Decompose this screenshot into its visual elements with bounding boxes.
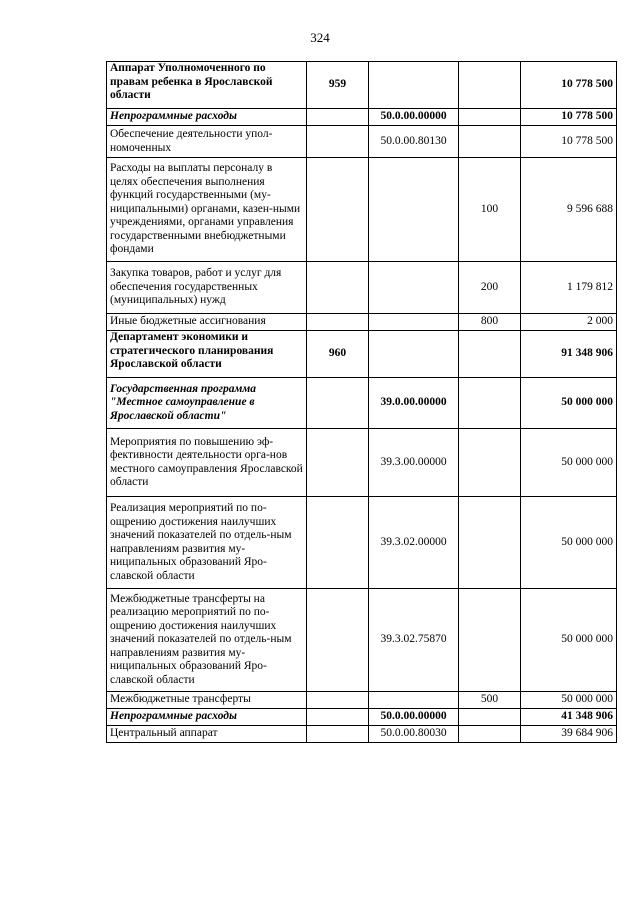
page-number: 324	[310, 30, 330, 45]
ministry-code-cell	[307, 109, 369, 126]
amount-cell: 10 778 500	[521, 109, 617, 126]
ministry-code-cell	[307, 497, 369, 589]
row-name-cell: Расходы на выплаты персоналу в целях обеспечения выполнения функций государственными (му-ниципальными) органами, казен-ными учреждениями, органами управления государственными внебюджетными фондами	[107, 158, 307, 262]
amount-cell: 50 000 000	[521, 429, 617, 497]
target-article-cell	[369, 62, 459, 109]
amount-cell: 50 000 000	[521, 692, 617, 709]
expense-type-cell	[459, 429, 521, 497]
table-row	[107, 109, 617, 126]
table-row	[107, 314, 617, 331]
expense-type-cell	[459, 126, 521, 158]
row-name-cell: Мероприятия по повышению эф-фективности деятельности орга-нов местного самоуправления Ярославской области	[107, 429, 307, 497]
row-name-cell: Центральный аппарат	[107, 726, 307, 743]
target-article-cell: 39.3.00.00000	[369, 429, 459, 497]
ministry-code-cell: 960	[307, 331, 369, 378]
amount-cell: 39 684 906	[521, 726, 617, 743]
row-name-cell: Обеспечение деятельности упол-номоченных	[107, 126, 307, 158]
amount-cell: 10 778 500	[521, 62, 617, 109]
expense-type-cell: 500	[459, 692, 521, 709]
expense-type-cell: 800	[459, 314, 521, 331]
target-article-cell	[369, 158, 459, 262]
row-name-cell: Непрограммные расходы	[107, 109, 307, 126]
row-name-cell: Межбюджетные трансферты на реализацию мероприятий по по-ощрению достижения наилучших значений показателей по отдель-ным направлениям развития му-ниципальных образований Яро-славской области	[107, 589, 307, 692]
budget-table	[106, 61, 617, 743]
amount-cell: 50 000 000	[521, 378, 617, 429]
amount-cell: 9 596 688	[521, 158, 617, 262]
target-article-cell: 50.0.00.80130	[369, 126, 459, 158]
target-article-cell: 39.3.02.75870	[369, 589, 459, 692]
ministry-code-cell	[307, 589, 369, 692]
row-name-cell: Реализация мероприятий по по-ощрению достижения наилучших значений показателей по отдель-ным направлениям развития му-ниципальных образований Яро-славской области	[107, 497, 307, 589]
target-article-cell	[369, 262, 459, 314]
table-row	[107, 331, 617, 378]
row-name-cell: Департамент экономики и стратегического планирования Ярославской области	[107, 331, 307, 378]
expense-type-cell: 200	[459, 262, 521, 314]
ministry-code-cell	[307, 378, 369, 429]
ministry-code-cell	[307, 692, 369, 709]
target-article-cell	[369, 692, 459, 709]
budget-table-body	[107, 62, 617, 743]
table-row	[107, 378, 617, 429]
table-row	[107, 692, 617, 709]
row-name-cell: Закупка товаров, работ и услуг для обеспечения государственных (муниципальных) нужд	[107, 262, 307, 314]
target-article-cell: 39.3.02.00000	[369, 497, 459, 589]
expense-type-cell	[459, 378, 521, 429]
ministry-code-cell	[307, 158, 369, 262]
expense-type-cell	[459, 497, 521, 589]
amount-cell: 41 348 906	[521, 709, 617, 726]
target-article-cell	[369, 331, 459, 378]
row-name-cell: Межбюджетные трансферты	[107, 692, 307, 709]
table-row	[107, 429, 617, 497]
amount-cell: 91 348 906	[521, 331, 617, 378]
amount-cell: 1 179 812	[521, 262, 617, 314]
target-article-cell: 50.0.00.80030	[369, 726, 459, 743]
expense-type-cell	[459, 331, 521, 378]
ministry-code-cell	[307, 429, 369, 497]
target-article-cell: 50.0.00.00000	[369, 709, 459, 726]
row-name-cell: Непрограммные расходы	[107, 709, 307, 726]
row-name-cell: Государственная программа "Местное самоуправление в Ярославской области"	[107, 378, 307, 429]
table-row	[107, 262, 617, 314]
expense-type-cell	[459, 589, 521, 692]
ministry-code-cell	[307, 709, 369, 726]
amount-cell: 50 000 000	[521, 497, 617, 589]
amount-cell: 10 778 500	[521, 126, 617, 158]
row-name-cell: Аппарат Уполномоченного по правам ребенка в Ярославской области	[107, 62, 307, 109]
table-row	[107, 62, 617, 109]
ministry-code-cell	[307, 126, 369, 158]
row-name-cell: Иные бюджетные ассигнования	[107, 314, 307, 331]
target-article-cell: 39.0.00.00000	[369, 378, 459, 429]
table-row	[107, 709, 617, 726]
expense-type-cell	[459, 709, 521, 726]
ministry-code-cell	[307, 262, 369, 314]
expense-type-cell	[459, 62, 521, 109]
target-article-cell	[369, 314, 459, 331]
target-article-cell: 50.0.00.00000	[369, 109, 459, 126]
ministry-code-cell	[307, 314, 369, 331]
table-row	[107, 589, 617, 692]
table-row	[107, 726, 617, 743]
table-row	[107, 497, 617, 589]
amount-cell: 50 000 000	[521, 589, 617, 692]
expense-type-cell	[459, 109, 521, 126]
amount-cell: 2 000	[521, 314, 617, 331]
expense-type-cell	[459, 726, 521, 743]
table-row	[107, 126, 617, 158]
ministry-code-cell: 959	[307, 62, 369, 109]
ministry-code-cell	[307, 726, 369, 743]
expense-type-cell: 100	[459, 158, 521, 262]
table-row	[107, 158, 617, 262]
